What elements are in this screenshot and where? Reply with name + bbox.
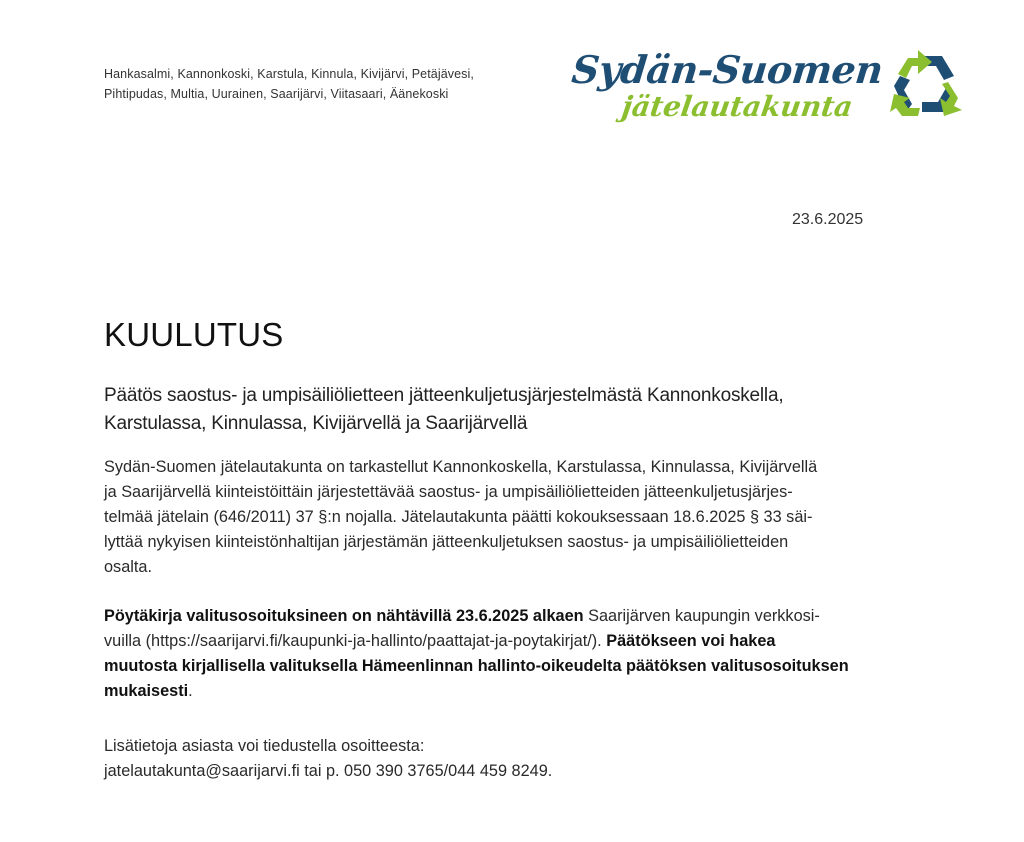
logo-subtitle: jätelautakunta <box>619 90 855 123</box>
decision-paragraph <box>104 455 944 580</box>
municipalities-line-2: Pihtipudas, Multia, Uurainen, Saarijärvi, Viitasaari, Äänekoski <box>104 87 449 101</box>
paragraph-line: telmää jätelain (646/2011) 37 §:n nojalla. Jätelautakunta päätti kokouksessaan 18.6.2025 § 33 säi- <box>104 508 813 526</box>
paragraph-line <box>104 629 944 654</box>
appeal-paragraph <box>104 604 944 704</box>
document-date: 23.6.2025 <box>792 211 864 228</box>
paragraph-line: lyttää nykyisen kiinteistönhaltijan järjestämän jätteenkuljetuksen saostus- ja umpisäiliölietteiden <box>104 533 789 551</box>
recycle-icon <box>884 46 964 126</box>
bold-text: mukaisesti <box>104 682 189 700</box>
subtitle-line-2: Karstulassa, Kinnulassa, Kivijärvellä ja Saarijärvellä <box>104 413 528 434</box>
member-municipalities <box>104 64 474 104</box>
paragraph-line <box>104 679 944 704</box>
paragraph-line: Sydän-Suomen jätelautakunta on tarkastellut Kannonkoskella, Karstulassa, Kinnulassa, Kivijärvellä <box>104 458 818 476</box>
document-subtitle <box>104 382 934 438</box>
page-title: KUULUTUS <box>104 316 284 353</box>
subtitle-line-1: Päätös saostus- ja umpisäiliölietteen jätteenkuljetusjärjestelmästä Kannonkoskella, <box>104 385 784 406</box>
paragraph-line <box>104 604 944 629</box>
paragraph-line <box>104 654 944 679</box>
contact-intro: Lisätietoja asiasta voi tiedustella osoitteesta: <box>104 737 425 755</box>
paragraph-line: ja Saarijärvellä kiinteistöittäin järjestettävää saostus- ja umpisäiliölietteiden jätteenkuljetusjärjes- <box>104 483 793 501</box>
contact-details: jatelautakunta@saarijarvi.fi tai p. 050 390 3765/044 459 8249. <box>104 762 553 780</box>
minutes-url-text: vuilla (https://saarijarvi.fi/kaupunki-ja-hallinto/paattajat-ja-poytakirjat/). <box>104 632 607 650</box>
organization-logo <box>570 44 970 134</box>
bold-text: muutosta kirjallisella valituksella Hämeenlinnan hallinto-oikeudelta päätöksen valitusosoituksen <box>104 657 849 675</box>
contact-paragraph <box>104 734 944 784</box>
normal-text: Saarijärven kaupungin verkkosi- <box>583 607 820 625</box>
normal-text: . <box>188 682 193 700</box>
logo-title: Sydän-Suomen <box>569 47 885 92</box>
bold-text: Päätökseen voi hakea <box>606 632 776 650</box>
bold-text: Pöytäkirja valitusosoituksineen on nähtävillä 23.6.2025 alkaen <box>104 607 584 625</box>
municipalities-line-1: Hankasalmi, Kannonkoski, Karstula, Kinnula, Kivijärvi, Petäjävesi, <box>104 67 474 81</box>
paragraph-line: osalta. <box>104 558 152 576</box>
